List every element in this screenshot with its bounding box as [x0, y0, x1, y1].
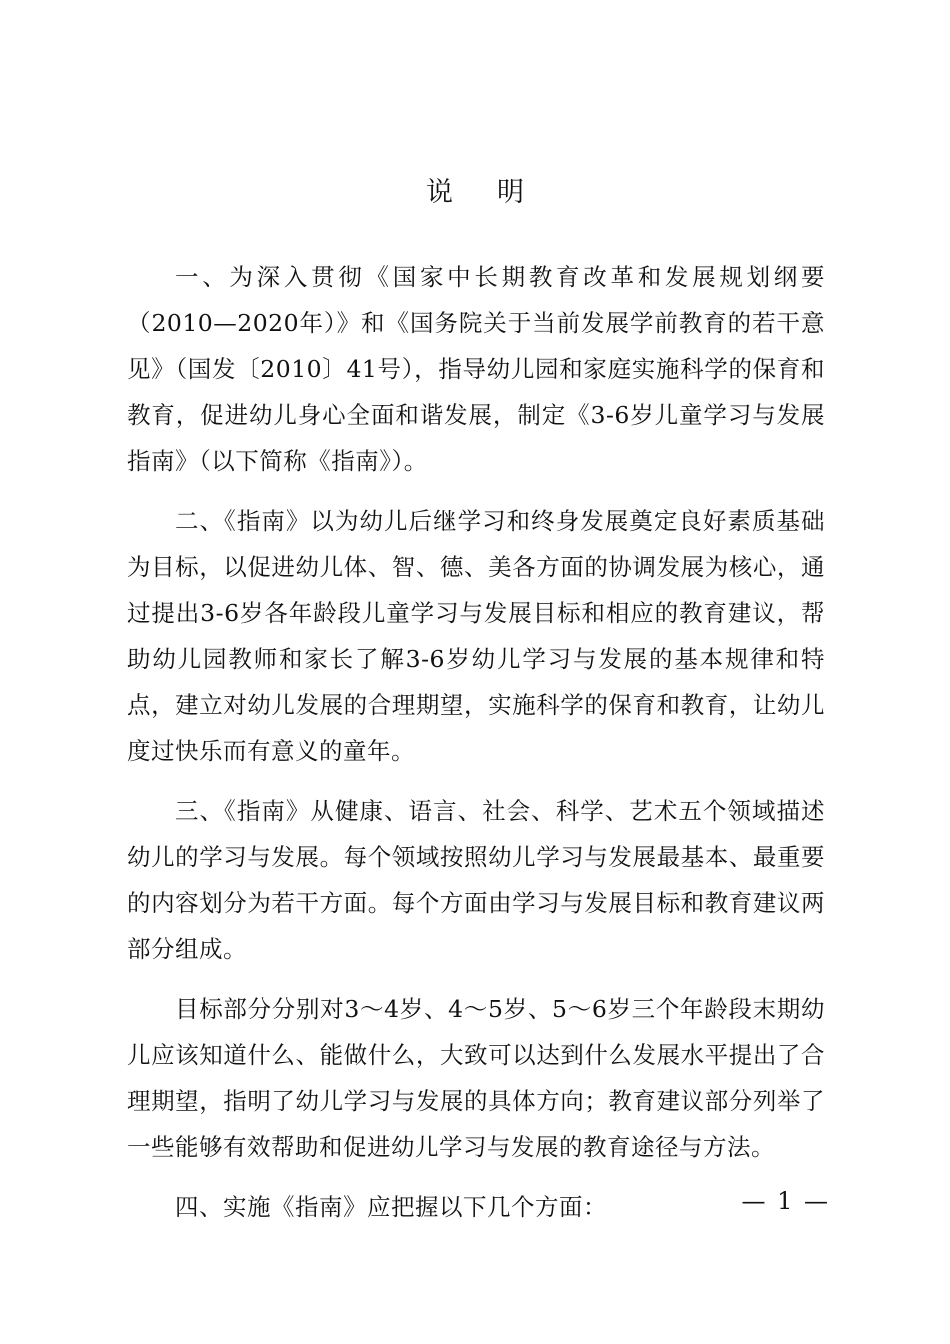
paragraph-2: 二、《指南》以为幼儿后继学习和终身发展奠定良好素质基础为目标，以促进幼儿体、智、德、美各方面的协调发展为核心，通过提出3-6岁各年龄段儿童学习与发展目标和相应的教育建议，帮助幼儿园教师和家长了解3-6岁幼儿学习与发展的基本规律和特点，建立对幼儿发展的合理期望，实施科学的保育和教育，让幼儿度过快乐而有意义的童年。 — [127, 507, 825, 765]
page-title: 说明 — [426, 177, 568, 208]
page-number: — 1 — — [741, 1187, 830, 1215]
paragraph-3: 三、《指南》从健康、语言、社会、科学、艺术五个领域描述幼儿的学习与发展。每个领域按照幼儿学习与发展最基本、最重要的内容划分为若干方面。每个方面由学习与发展目标和教育建议两部分组成。 — [127, 797, 825, 963]
paragraph-4: 目标部分分别对3～4岁、4～5岁、5～6岁三个年龄段末期幼儿应该知道什么、能做什么，大致可以达到什么发展水平提出了合理期望，指明了幼儿学习与发展的具体方向；教育建议部分列举了一些能够有效帮助和促进幼儿学习与发展的教育途径与方法。 — [127, 995, 825, 1161]
document-body — [127, 254, 825, 1230]
paragraph-1: 一、为深入贯彻《国家中长期教育改革和发展规划纲要（2010—2020年）》和《国务院关于当前发展学前教育的若干意见》（国发〔2010〕41号），指导幼儿园和家庭实施科学的保育和教育，促进幼儿身心全面和谐发展，制定《3-6岁儿童学习与发展指南》（以下简称《指南》）。 — [127, 263, 825, 475]
paragraph-5: 四、实施《指南》应把握以下几个方面： — [175, 1193, 607, 1221]
